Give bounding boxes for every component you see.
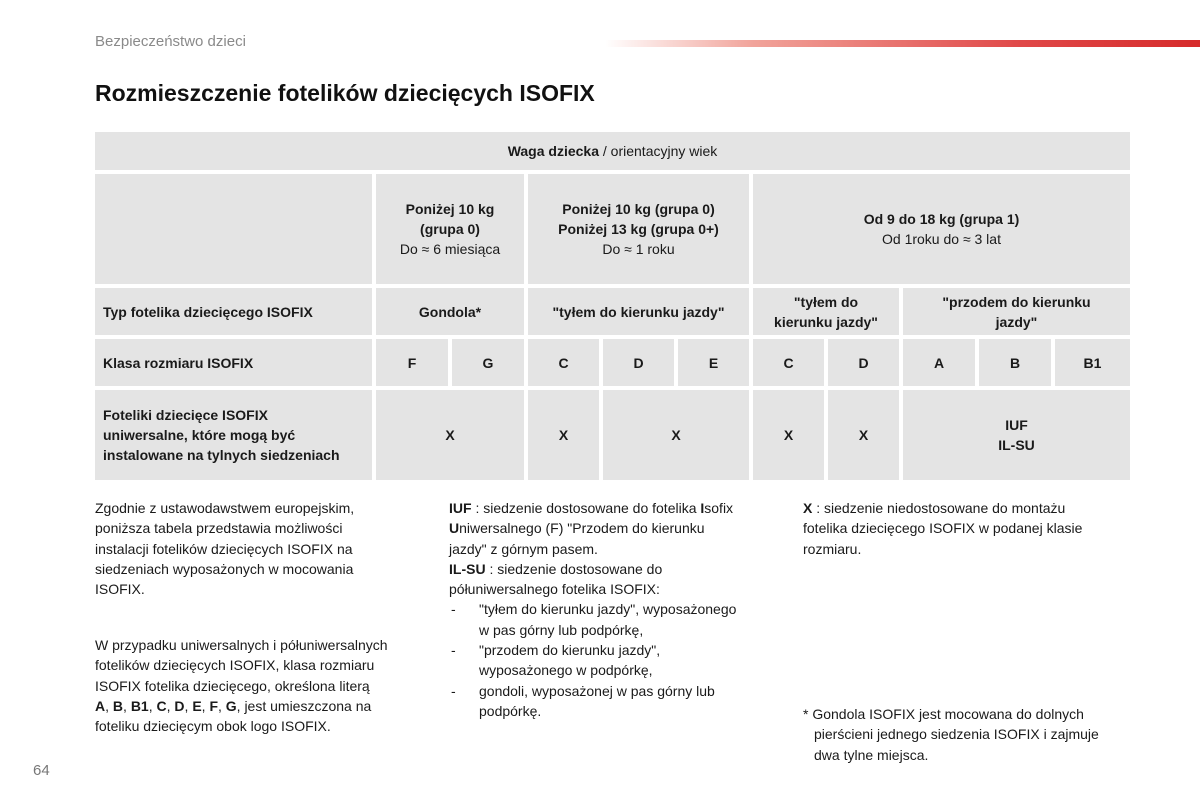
text-line: jazdy" z górnym pasem. bbox=[449, 540, 598, 557]
dash-bullet: - bbox=[451, 642, 456, 659]
legend-term: IL-SU bbox=[449, 560, 486, 577]
text-fragment: niwersalnego (F) "Przodem do kierunku bbox=[459, 520, 705, 537]
group-cell bbox=[753, 174, 1130, 284]
row-label-class: Klasa rozmiaru ISOFIX bbox=[95, 339, 372, 386]
text-line: Zgodnie z ustawodawstwem europejskim, bbox=[95, 500, 355, 516]
class-cell: A bbox=[903, 339, 975, 386]
text-line: poniższa tabela przedstawia możliwości bbox=[95, 520, 343, 537]
text-line bbox=[449, 559, 779, 579]
text-line bbox=[449, 498, 779, 518]
row-label-type: Typ fotelika dziecięcego ISOFIX bbox=[95, 288, 372, 335]
group-line: Poniżej 10 kg (grupa 0) bbox=[562, 201, 715, 217]
text-line: instalacji fotelików dziecięcych ISOFIX na bbox=[95, 540, 353, 557]
separator: , bbox=[166, 697, 175, 714]
text-fragment: gondoli, wyposażonej w pas górny lub bbox=[479, 682, 715, 699]
footnote bbox=[803, 704, 1143, 765]
text-fragment: : siedzenie dostosowane do fotelika bbox=[471, 500, 701, 516]
seat-cell: X bbox=[603, 390, 749, 480]
text-fragment: : siedzenie niedostosowane do montażu bbox=[812, 500, 1066, 516]
group-line: Poniżej 13 kg (grupa 0+) bbox=[558, 221, 719, 237]
size-letter: A bbox=[95, 697, 106, 714]
size-class-paragraph bbox=[95, 635, 435, 736]
text-fragment: , jest umieszczona na bbox=[236, 697, 372, 714]
class-cell: E bbox=[678, 339, 749, 386]
text-line bbox=[449, 518, 779, 538]
type-cell bbox=[753, 288, 899, 335]
group-cell bbox=[528, 174, 749, 284]
text-fragment: sofix bbox=[704, 500, 734, 516]
text-line: foteliku dziecięcym obok logo ISOFIX. bbox=[95, 718, 331, 735]
text-line: pierścieni jednego siedzenia ISOFIX i zajmuje bbox=[814, 726, 1099, 743]
size-letter: E bbox=[192, 697, 202, 714]
group-age: Od 1roku do ≈ 3 lat bbox=[882, 231, 1001, 247]
class-cell: B1 bbox=[1055, 339, 1130, 386]
list-item bbox=[449, 599, 779, 619]
header-accent-bar bbox=[605, 40, 1200, 47]
text-line bbox=[803, 498, 1143, 518]
emphasis-letter: U bbox=[449, 520, 460, 537]
type-cell: "tyłem do kierunku jazdy" bbox=[528, 288, 749, 335]
type-cell-line: jazdy" bbox=[995, 313, 1038, 330]
text-fragment: "przodem do kierunku jazdy", bbox=[479, 642, 661, 659]
separator: , bbox=[123, 697, 131, 714]
text-line: dwa tylne miejsca. bbox=[814, 746, 929, 763]
weight-header-bold: Waga dziecka bbox=[507, 143, 599, 159]
seat-cell: X bbox=[376, 390, 524, 480]
group-age: Do ≈ 1 roku bbox=[602, 241, 675, 257]
text-line: ISOFIX fotelika dziecięcego, określona literą bbox=[95, 677, 370, 694]
text-line: * Gondola ISOFIX jest mocowana do dolnych bbox=[803, 706, 1084, 722]
group-age: Do ≈ 6 miesiąca bbox=[399, 241, 501, 257]
text-line bbox=[95, 696, 435, 716]
class-cell: D bbox=[828, 339, 899, 386]
size-letter: C bbox=[156, 697, 167, 714]
page-number: 64 bbox=[33, 762, 50, 779]
separator: , bbox=[218, 697, 226, 714]
type-cell-line: kierunku jazdy" bbox=[774, 313, 878, 330]
size-letter: B1 bbox=[130, 697, 149, 714]
text-line: ISOFIX. bbox=[95, 581, 145, 598]
legend-term: X bbox=[803, 500, 813, 516]
section-title: Bezpieczeństwo dzieci bbox=[95, 33, 246, 50]
group-corner-cell bbox=[95, 174, 372, 284]
dash-bullet: - bbox=[451, 682, 456, 699]
separator: , bbox=[105, 697, 113, 714]
text-line: w pas górny lub podpórkę, bbox=[479, 621, 644, 638]
page-title: Rozmieszczenie fotelików dziecięcych ISOFIX bbox=[95, 80, 595, 106]
text-line: wyposażonego w podpórkę, bbox=[479, 662, 653, 679]
type-cell-line: "tyłem do bbox=[793, 293, 859, 310]
text-line: fotelików dziecięcych ISOFIX, klasa rozmiaru bbox=[95, 657, 375, 674]
separator: , bbox=[201, 697, 210, 714]
text-line: siedzeniach wyposażonych w mocowania bbox=[95, 560, 354, 577]
list-item bbox=[449, 640, 779, 660]
list-item bbox=[449, 681, 779, 701]
intro-paragraph bbox=[95, 498, 425, 599]
text-line: rozmiaru. bbox=[803, 540, 862, 557]
group-line: (grupa 0) bbox=[420, 221, 480, 237]
row-label-line: uniwersalne, które mogą być bbox=[103, 427, 296, 443]
isofix-table bbox=[95, 132, 1130, 480]
dash-bullet: - bbox=[451, 601, 456, 618]
text-line: fotelika dziecięcego ISOFIX w podanej klasie bbox=[803, 520, 1083, 537]
legend-term: IUF bbox=[449, 500, 472, 516]
separator: , bbox=[184, 697, 193, 714]
group-cell bbox=[376, 174, 524, 284]
emphasis-letter: I bbox=[700, 500, 705, 516]
size-letter: B bbox=[112, 697, 124, 714]
legend-iuf-ilsu bbox=[449, 498, 779, 721]
type-cell-line: "przodem do kierunku bbox=[942, 293, 1091, 310]
group-line: Poniżej 10 kg bbox=[405, 201, 495, 217]
weight-header-rest: / orientacyjny wiek bbox=[599, 143, 718, 159]
class-cell: G bbox=[452, 339, 524, 386]
class-cell: D bbox=[603, 339, 674, 386]
size-letter: G bbox=[225, 697, 237, 714]
row-label-seats bbox=[95, 390, 372, 480]
size-letter: D bbox=[174, 697, 185, 714]
seat-cell-line: IL-SU bbox=[998, 437, 1035, 453]
text-line: półuniwersalnego fotelika ISOFIX: bbox=[449, 581, 660, 598]
row-label-line: instalowane na tylnych siedzeniach bbox=[103, 447, 340, 463]
size-letter: F bbox=[209, 697, 218, 714]
row-label-line: Foteliki dziecięce ISOFIX bbox=[103, 407, 268, 423]
type-cell: Gondola* bbox=[376, 288, 524, 335]
text-fragment: : siedzenie dostosowane do bbox=[485, 560, 663, 577]
text-fragment: "tyłem do kierunku jazdy", wyposażonego bbox=[479, 601, 737, 618]
text-line: podpórkę. bbox=[479, 702, 542, 719]
class-cell: C bbox=[528, 339, 599, 386]
class-cell: F bbox=[376, 339, 448, 386]
seat-cell bbox=[903, 390, 1130, 480]
seat-cell-line: IUF bbox=[1005, 417, 1028, 433]
class-cell: C bbox=[753, 339, 824, 386]
seat-cell: X bbox=[528, 390, 599, 480]
separator: , bbox=[148, 697, 157, 714]
group-line: Od 9 do 18 kg (grupa 1) bbox=[863, 211, 1020, 227]
type-cell bbox=[903, 288, 1130, 335]
text-line: W przypadku uniwersalnych i półuniwersalnych bbox=[95, 637, 388, 653]
legend-x bbox=[803, 498, 1143, 559]
class-cell: B bbox=[979, 339, 1051, 386]
weight-header bbox=[95, 132, 1130, 170]
seat-cell: X bbox=[828, 390, 899, 480]
seat-cell: X bbox=[753, 390, 824, 480]
